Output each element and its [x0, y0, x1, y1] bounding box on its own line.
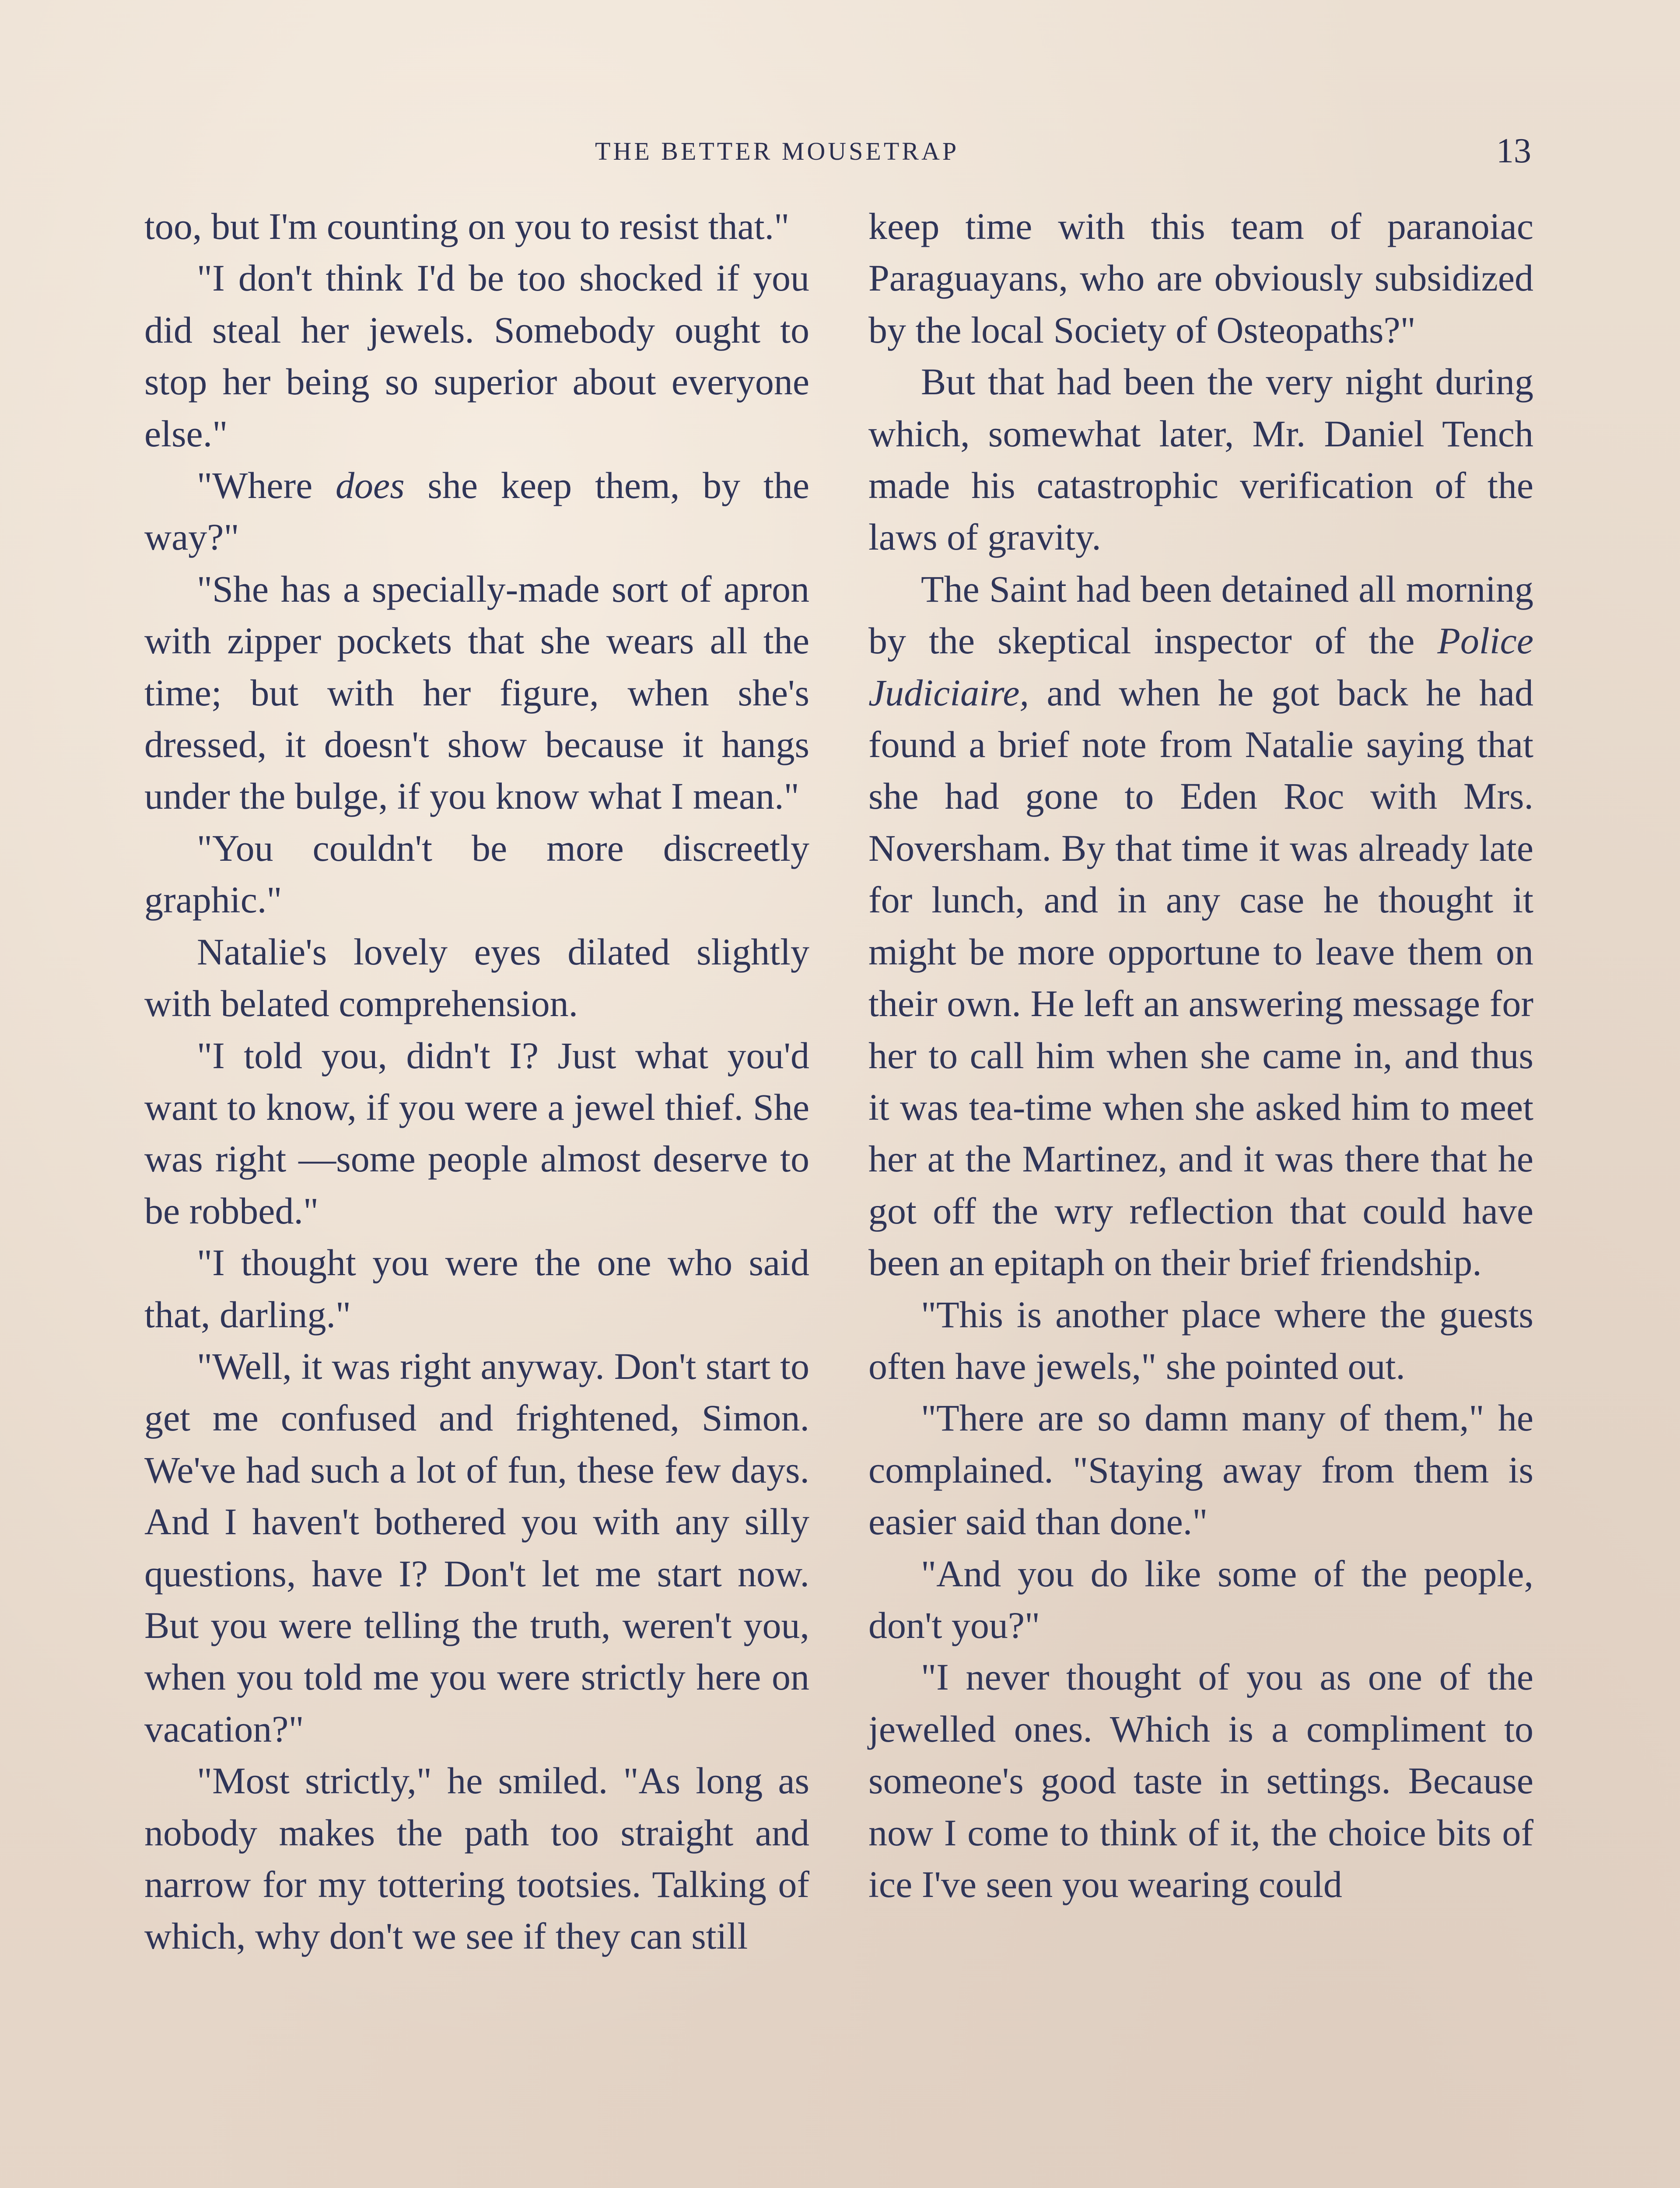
- paragraph-text: keep time with this team of paranoiac Paraguayans, who are obviously subsidized by the local Society of Osteopaths?": [868, 205, 1533, 351]
- paragraph: [144, 459, 809, 563]
- paragraph: [868, 563, 1533, 1289]
- paragraph-text: "I never thought of you as one of the jewelled ones. Which is a compliment to someone's good taste in settings. Because now I come to think of it, the choice bits of ice I've seen you wearing could: [868, 1656, 1533, 1905]
- italic-text: does: [336, 464, 405, 507]
- paragraph-text: "She has a specially-made sort of apron with zipper pockets that she wears all the time; but with her figure, when she's dressed, it doesn't show because it hangs under the bulge, if you know what I mean.": [144, 568, 809, 817]
- paragraph-text: "I told you, didn't I? Just what you'd want to know, if you were a jewel thief. She was right —some people almost deserve to be robbed.": [144, 1034, 809, 1232]
- paragraph: [144, 1340, 809, 1755]
- paragraph-text: she keep them, by the way?": [144, 464, 809, 558]
- paragraph: [868, 1651, 1533, 1910]
- paragraph-text: Natalie's lovely eyes dilated slightly with belated comprehension.: [144, 930, 809, 1025]
- page-number: 13: [1496, 132, 1531, 170]
- paragraph: [868, 356, 1533, 563]
- paragraph-text: "This is another place where the guests often have jewels," she pointed out.: [868, 1293, 1533, 1387]
- paragraph-text: "You couldn't be more discreetly graphic.": [144, 827, 809, 921]
- paragraph: [144, 926, 809, 1030]
- right-text-column: [868, 200, 1533, 1910]
- paragraph-text: "Well, it was right anyway. Don't start to get me confused and frightened, Simon. We've had such a lot of fun, these few days. And I haven't bothered you with any silly questions, have I? Don't let me start now. But you were telling the truth, weren't you, when you told me you were strictly here on vacation?": [144, 1345, 809, 1750]
- running-head: THE BETTER MOUSETRAP: [595, 137, 959, 165]
- paragraph: [868, 200, 1533, 356]
- paragraph: [144, 1237, 809, 1340]
- paragraph-text: "There are so damn many of them," he complained. "Staying away from them is easier said than done.": [868, 1397, 1533, 1543]
- paragraph: [868, 1548, 1533, 1652]
- paragraph: [144, 822, 809, 926]
- paragraph-text: But that had been the very night during which, somewhat later, Mr. Daniel Tench made his catastrophic verification of the laws of gravity.: [868, 361, 1533, 558]
- italic-text: Police Judiciaire,: [868, 620, 1533, 714]
- paragraph: [144, 1755, 809, 1962]
- paragraph-text: "Most strictly," he smiled. "As long as nobody makes the path too straight and narrow for my tottering tootsies. Talking of which, why don't we see if they can still: [144, 1760, 809, 1957]
- paragraph: [144, 252, 809, 459]
- paragraph: [868, 1392, 1533, 1547]
- paragraph: [144, 200, 809, 252]
- paragraph-text: and when he got back he had found a brief note from Natalie saying that she had gone to Eden Roc with Mrs. Noversham. By that time it was already late for lunch, and in any case he thought it might be more opportune to leave them on their own. He left an answering message for her to call him when she came in, and thus it was tea-time when she asked him to meet her at the Martinez, and it was there that he got off the wry reflection that could have been an epitaph on their brief friendship.: [868, 671, 1533, 1284]
- paragraph-text: "And you do like some of the people, don't you?": [868, 1552, 1533, 1646]
- paragraph-text: "Where: [197, 464, 336, 507]
- paragraph-text: The Saint had been detained all morning by the skeptical inspector of the: [868, 568, 1533, 662]
- left-text-column: [144, 200, 809, 1962]
- paragraph: [144, 1030, 809, 1237]
- paragraph-text: "I thought you were the one who said that, darling.": [144, 1241, 809, 1336]
- paragraph-text: too, but I'm counting on you to resist that.": [144, 205, 790, 247]
- paragraph-text: "I don't think I'd be too shocked if you did steal her jewels. Somebody ought to stop her being so superior about everyone else.": [144, 257, 809, 455]
- paragraph: [144, 563, 809, 822]
- paragraph: [868, 1289, 1533, 1392]
